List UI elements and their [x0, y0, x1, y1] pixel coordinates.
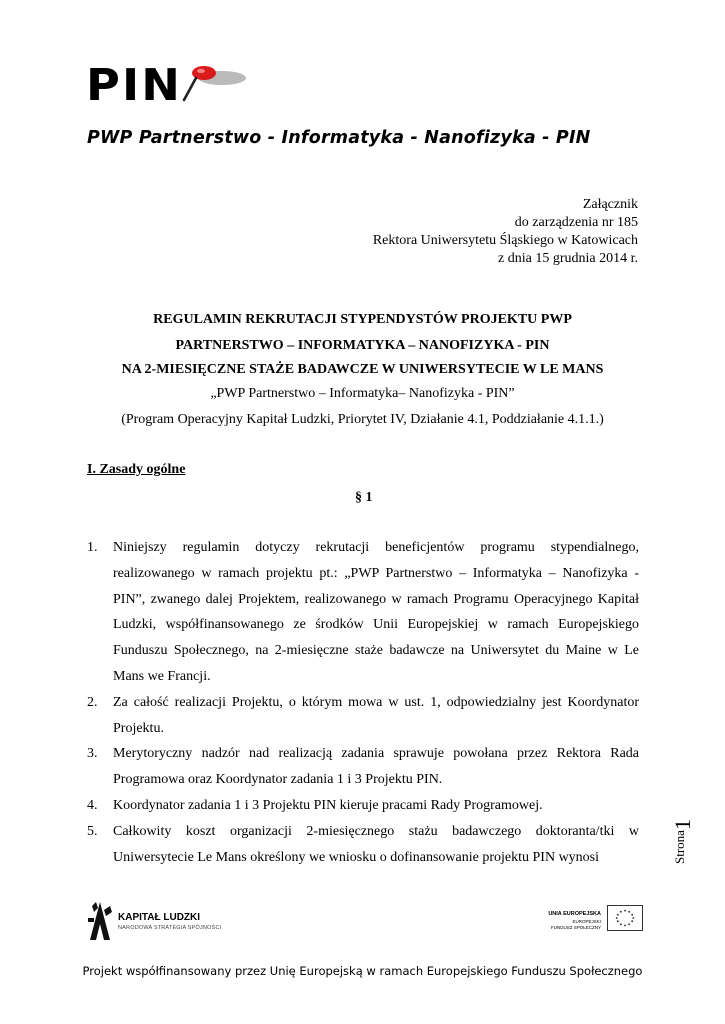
document-heading-line-1: REGULAMIN REKRUTACJI STYPENDYSTÓW PROJEKTU PWP [153, 312, 572, 327]
kl-title: KAPITAŁ LUDZKI [118, 912, 201, 923]
clause-list [87, 535, 639, 870]
clause-item [87, 819, 639, 871]
annex-line: Rektora Uniwersytetu Śląskiego w Katowicach [372, 233, 638, 248]
annex-line: do zarządzenia nr 185 [514, 215, 638, 230]
clause-number: 4. [87, 797, 98, 813]
program-reference: (Program Operacyjny Kapitał Ludzki, Priorytet IV, Działanie 4.1, Poddziałanie 4.1.1.) [121, 412, 604, 427]
kapital-ludzki-logo [86, 898, 226, 942]
logo-text: PIN [86, 60, 183, 111]
section-title: I. Zasady ogólne [87, 462, 186, 477]
pin-logo [86, 62, 256, 112]
page-number [668, 800, 708, 870]
clause-item [87, 741, 639, 793]
page-label: Strona [672, 830, 687, 864]
eu-logo [548, 905, 643, 935]
page-number-value: 1 [670, 819, 695, 830]
project-name-quote: „PWP Partnerstwo – Informatyka– Nanofizyka - PIN” [210, 386, 515, 401]
clause-text: Merytoryczny nadzór nad realizacją zadania sprawuje powołana przez Rektora Rada Programowa oraz Koordynator zadania 1 i 3 Projektu PIN. [113, 746, 639, 788]
project-title: PWP Partnerstwo - Informatyka - Nanofizyka - PIN [87, 128, 591, 148]
document-heading-line-2: PARTNERSTWO – INFORMATYKA – NANOFIZYKA - PIN [175, 338, 550, 353]
eu-line: FUNDUSZ SPOŁECZNY [550, 925, 601, 930]
clause-text: Za całość realizacji Projektu, o którym mowa w ust. 1, odpowiedzialny jest Koordynator Projektu. [113, 694, 639, 736]
eu-line: EUROPEJSKI [572, 919, 601, 924]
footer-text: Projekt współfinansowany przez Unię Europejską w ramach Europejskiego Funduszu Społecznego [82, 964, 643, 978]
document-heading-line-3: NA 2-MIESIĘCZNE STAŻE BADAWCZE W UNIWERSYTECIE W LE MANS [121, 362, 604, 377]
clause-number: 2. [87, 694, 98, 710]
kapital-ludzki-emblem-icon [86, 900, 114, 940]
eu-line: UNIA EUROPEJSKA [548, 911, 601, 917]
clause-number: 1. [87, 540, 98, 555]
annex-block [373, 196, 638, 268]
clause-text: Niniejszy regulamin dotyczy rekrutacji beneficjentów programu stypendialnego, realizowanego w ramach projektu pt.: „PWP Partnerstwo – Informatyka – Nanofizyka - PIN”, zwanego dalej Projektem, realizowanego w ramach Programu Operacyjnego Kapitał Ludzki, współfinansowanego ze środków Unii Europejskiej w ramach Europejskiego Funduszu Społecznego, na 2-miesięczne staże badawcze na Uniwersytet du Maine w Le Mans we Francji. [113, 540, 639, 684]
annex-line: z dnia 15 grudnia 2014 r. [498, 251, 638, 266]
eu-flag-icon [607, 905, 643, 931]
clause-item [87, 793, 639, 819]
annex-line: Załącznik [582, 197, 638, 212]
clause-number: 3. [87, 746, 98, 762]
paragraph-mark: § 1 [355, 490, 373, 505]
clause-text: Całkowity koszt organizacji 2-miesięcznego stażu badawczego doktoranta/tki w Uniwersytecie Le Mans określony we wniosku o dofinansowanie projektu PIN wynosi [113, 823, 639, 865]
clause-number: 5. [87, 823, 98, 839]
clause-text: Koordynator zadania 1 i 3 Projektu PIN kieruje pracami Rady Programowej. [113, 797, 543, 813]
pushpin-icon [178, 64, 248, 108]
kl-subtitle: NARODOWA STRATEGIA SPÓJNOŚCI [118, 925, 222, 931]
clause-item [87, 690, 639, 742]
clause-item [87, 535, 639, 690]
